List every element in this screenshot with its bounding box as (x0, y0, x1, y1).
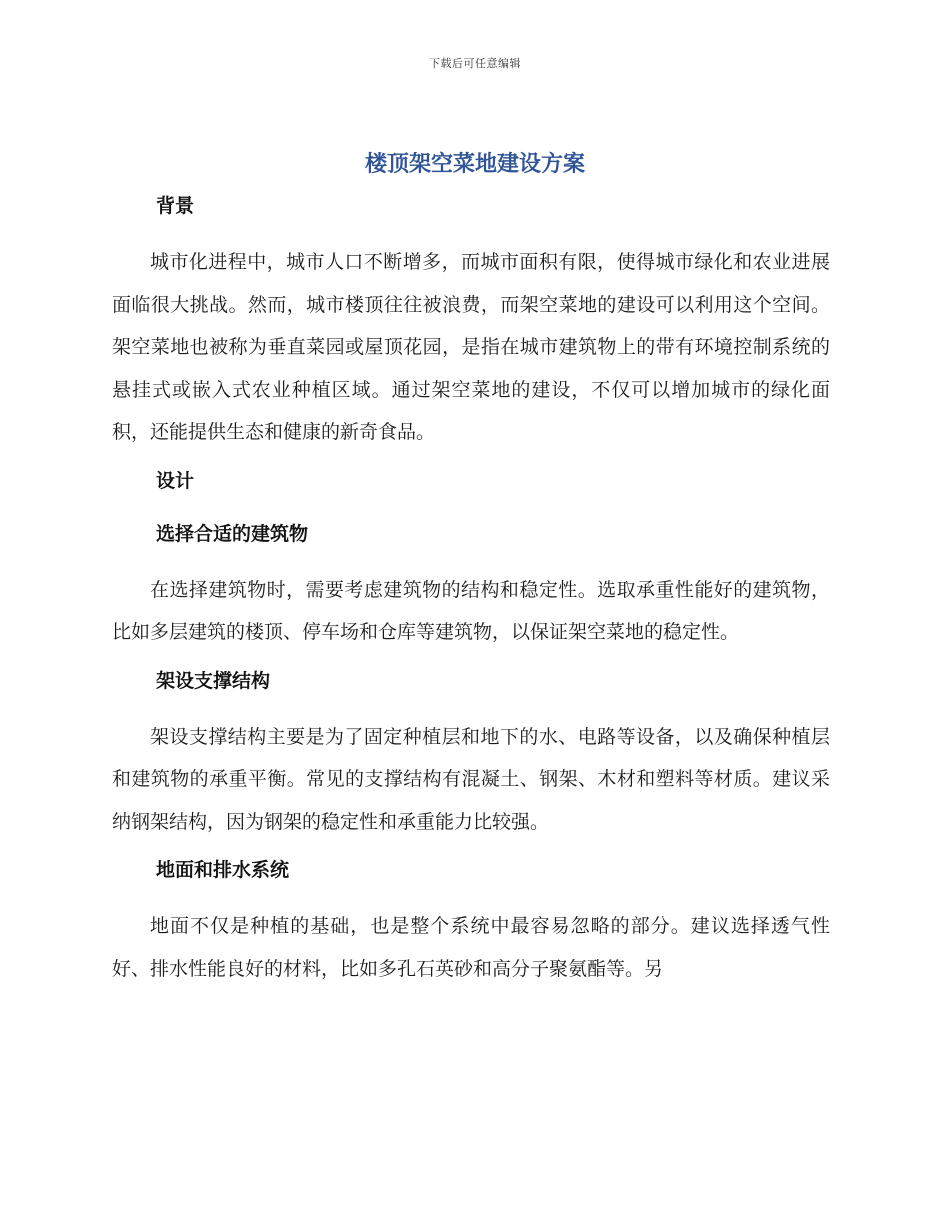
section-paragraph-ground-drainage: 地面不仅是种植的基础，也是整个系统中最容易忽略的部分。建议选择透气性好、排水性能良好的材料，比如多孔石英砂和高分子聚氨酯等。另 (112, 915, 830, 980)
section-heading-support-structure: 架设支撑结构 (156, 669, 271, 692)
document-body (112, 188, 830, 990)
section-paragraph-choose-building: 在选择建筑物时，需要考虑建筑物的结构和稳定性。选取承重性能好的建筑物，比如多层建筑的楼顶、停车场和仓库等建筑物，以保证架空菜地的稳定性。 (112, 578, 830, 643)
section-heading-background: 背景 (156, 195, 195, 217)
section-heading-design: 设计 (156, 469, 195, 492)
document-title: 楼顶架空菜地建设方案 (364, 152, 585, 177)
section-heading-ground-drainage: 地面和排水系统 (156, 859, 290, 881)
section-paragraph-support-structure: 架设支撑结构主要是为了固定种植层和地下的水、电路等设备，以及确保种植层和建筑物的承重平衡。常见的支撑结构有混凝土、钢架、木材和塑料等材质。建议采纳钢架结构，因为钢架的稳定性和承重能力比较强。 (112, 725, 830, 833)
header-note: 下载后可任意编辑 (429, 57, 521, 70)
section-paragraph-background: 城市化进程中，城市人口不断增多，而城市面积有限，使得城市绿化和农业进展面临很大挑战。然而，城市楼顶往往被浪费，而架空菜地的建设可以利用这个空间。架空菜地也被称为垂直菜园或屋顶花园，是指在城市建筑物上的带有环境控制系统的悬挂式或嵌入式农业种植区域。通过架空菜地的建设，不仅可以增加城市的绿化面积，还能提供生态和健康的新奇食品。 (112, 251, 830, 443)
section-heading-choose-building: 选择合适的建筑物 (156, 522, 309, 545)
